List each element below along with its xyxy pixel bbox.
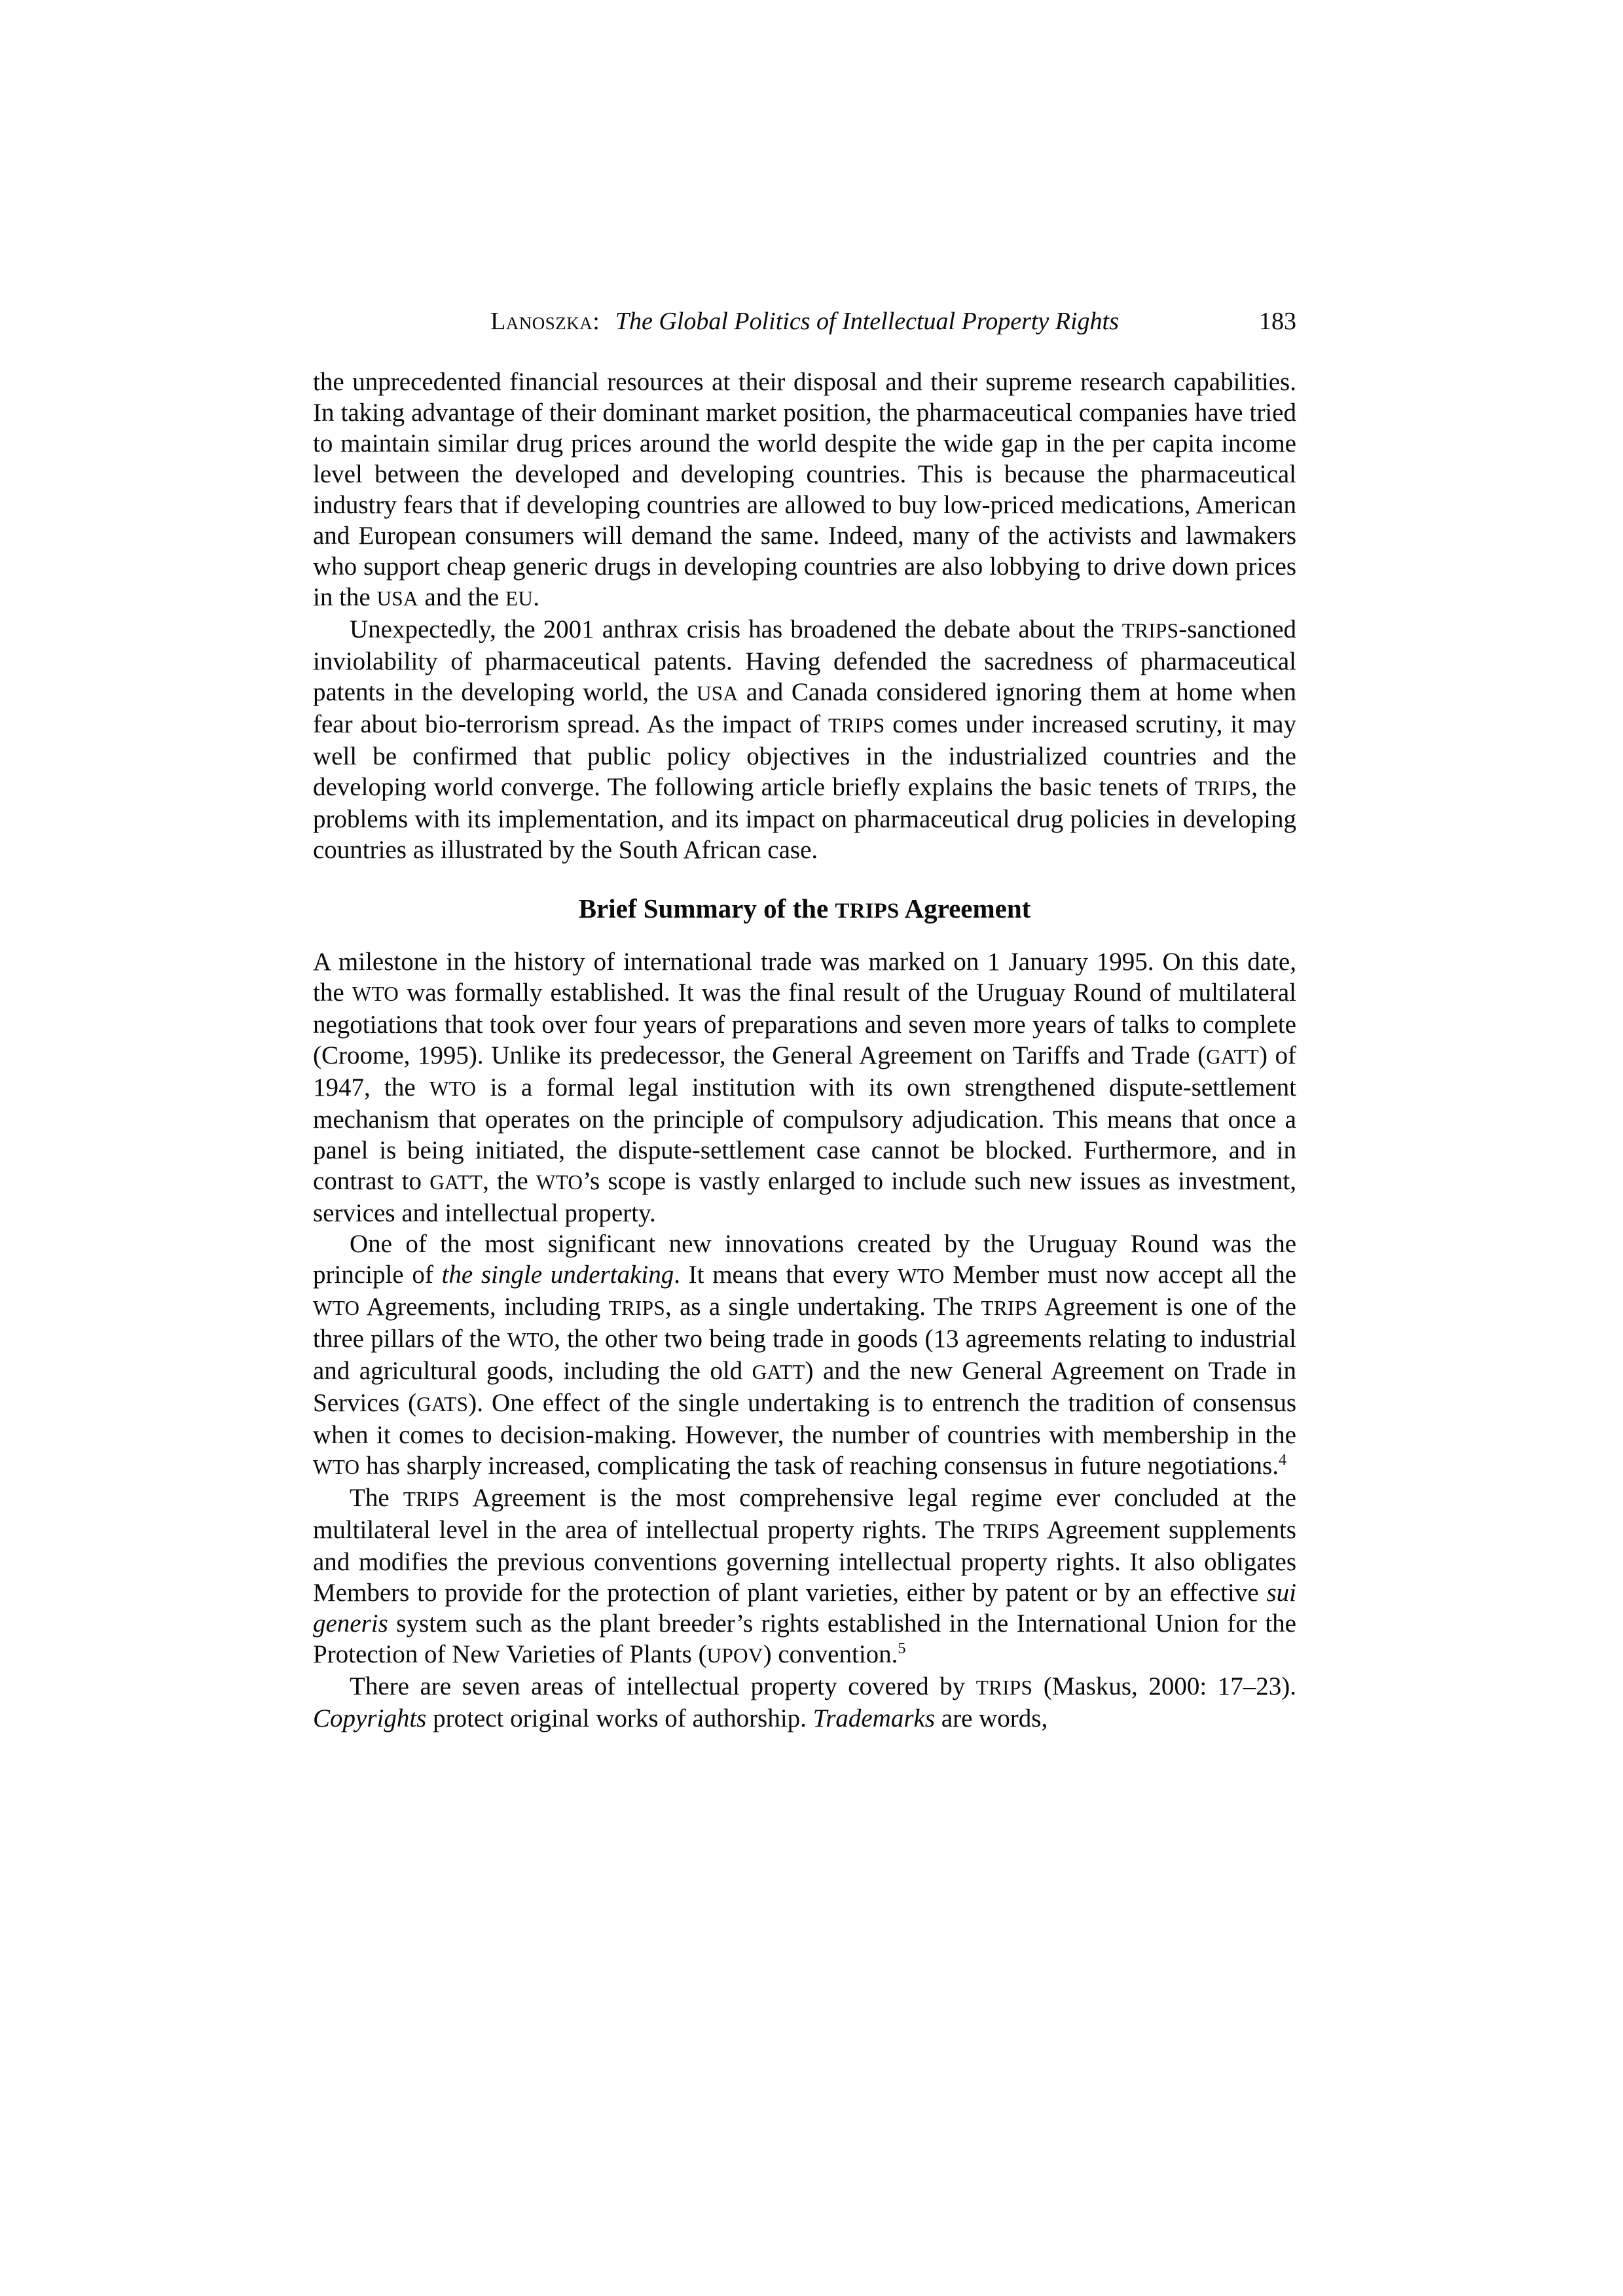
acronym-smallcaps: USA [376, 587, 418, 610]
acronym-smallcaps: TRIPS [835, 899, 900, 923]
text-run: , the other two being trade in goods (13 agreements relating to industrial and agricultural goods, including the old [313, 1325, 1296, 1385]
acronym-smallcaps: GATT [1206, 1045, 1259, 1068]
running-head-author: Lanoszka: [490, 308, 600, 335]
italic-term: Copyrights [313, 1704, 427, 1732]
text-run: . It means that every [674, 1261, 898, 1289]
text-run: , the problems with its implementation, and its impact on pharmaceutical drug policies in developing countries as illustrated by the South African case. [313, 773, 1296, 864]
text-run: ) and the new General Agreement on Trade in Services ( [313, 1357, 1296, 1417]
paragraph [313, 1229, 1296, 1482]
acronym-smallcaps: WTO [536, 1171, 583, 1194]
page-body [313, 367, 1296, 1734]
paragraph [313, 1482, 1296, 1671]
italic-term: Trademarks [812, 1704, 936, 1732]
page-number: 183 [1259, 308, 1296, 335]
text-run: Agreement is one of the three pillars of the [313, 1293, 1296, 1353]
acronym-smallcaps: GATT [752, 1361, 805, 1384]
acronym-smallcaps: UPOV [706, 1644, 763, 1667]
section-heading [313, 893, 1296, 927]
acronym-smallcaps: WTO [429, 1077, 477, 1100]
paragraph [313, 946, 1296, 1229]
text-run: One of the most significant new innovations created by the Uruguay Round was the principle of [313, 1230, 1296, 1289]
acronym-smallcaps: WTO [313, 1297, 360, 1319]
acronym-smallcaps: WTO [313, 1456, 360, 1479]
text-run: Agreements, including [359, 1293, 609, 1321]
italic-term: the single undertaking [441, 1261, 674, 1289]
running-head-title: The Global Politics of Intellectual Property Rights [615, 308, 1119, 335]
text-run: protect original works of authorship. [426, 1704, 813, 1732]
text-run: the unprecedented financial resources at their disposal and their supreme research capabilities. In taking advantage of their dominant market position, the pharmaceutical companies have tried to maintain similar drug prices around the world despite the wide gap in the per capita income level between the developed and developing countries. This is because the pharmaceutical industry fears that if developing countries are allowed to buy low-priced medications, American and European consumers will demand the same. Indeed, many of the activists and lawmakers who support cheap generic drugs in developing countries are also lobbying to drive down prices in the [313, 368, 1296, 611]
text-run: has sharply increased, complicating the task of reaching consensus in future negotiations. [359, 1452, 1279, 1480]
running-head [313, 306, 1296, 336]
text-run: , the [483, 1167, 536, 1195]
text-run: system such as the plant breeder’s rights established in the International Union for the Protection of New Varieties of Plants ( [313, 1609, 1296, 1668]
footnote-ref-5: 5 [898, 1640, 906, 1657]
text-run: ). One effect of the single undertaking is to entrench the tradition of consensus when it comes to decision-making. However, the number of countries with membership in the [313, 1389, 1296, 1449]
text-run: Agreement [899, 893, 1031, 924]
acronym-smallcaps: TRIPS [1122, 619, 1179, 642]
italic-term: sui generis [313, 1579, 1296, 1638]
text-run: The [350, 1484, 403, 1512]
acronym-smallcaps: TRIPS [981, 1297, 1038, 1319]
footnote-ref-4: 4 [1278, 1451, 1287, 1469]
text-run: Agreement is the most comprehensive legal regime ever concluded at the multilateral level in the area of intellectual property rights. The [313, 1484, 1296, 1544]
paragraph [313, 367, 1296, 614]
text-run: ) convention. [763, 1640, 898, 1668]
text-run: Brief Summary of the [578, 893, 835, 924]
acronym-smallcaps: USA [696, 682, 739, 705]
text-run: , as a single undertaking. The [665, 1293, 981, 1321]
acronym-smallcaps: TRIPS [976, 1676, 1033, 1699]
text-run: was formally established. It was the final result of the Uruguay Round of multilateral negotiations that took over four years of preparations and seven more years of talks to complete (Croome, 1995). Unlike its predecessor, the General Agreement on Tariffs and Trade ( [313, 978, 1296, 1069]
text-run: ) of 1947, the [313, 1041, 1296, 1102]
text-run: and Canada considered ignoring them at home when fear about bio-terrorism spread. As the impact of [313, 678, 1297, 738]
paragraph [313, 1671, 1296, 1734]
text-run: is a formal legal institution with its own strengthened dispute-settlement mechanism that operates on the principle of compulsory adjudication. This means that once a panel is being initiated, the dispute-settlement case cannot be blocked. Furthermore, and in contrast to [313, 1073, 1296, 1195]
text-run: Member must now accept all the [944, 1261, 1297, 1289]
acronym-smallcaps: GATS [416, 1393, 469, 1416]
text-run: are words, [935, 1704, 1048, 1732]
running-head-center [313, 306, 1296, 336]
text-run: and the [418, 583, 505, 611]
text-run: (Maskus, 2000: 17–23). [1032, 1672, 1296, 1700]
acronym-smallcaps: EU [505, 587, 534, 610]
acronym-smallcaps: TRIPS [608, 1297, 666, 1319]
text-run: Unexpectedly, the 2001 anthrax crisis has broadened the debate about the [350, 615, 1122, 643]
acronym-smallcaps: GATT [429, 1171, 483, 1194]
acronym-smallcaps: TRIPS [1194, 777, 1252, 800]
text-run: ’s scope is vastly enlarged to include such new issues as investment, services and intellectual property. [313, 1167, 1296, 1227]
text-run: Agreement supplements and modifies the previous conventions governing intellectual property rights. It also obligates Members to provide for the protection of plant varieties, either by patent or by an effective [313, 1516, 1296, 1607]
text-run: comes under increased scrutiny, it may well be confirmed that public policy objectives in the industrialized countries and the developing world converge. The following article briefly explains the basic tenets of [313, 710, 1296, 801]
acronym-smallcaps: WTO [352, 982, 399, 1005]
text-run: -sanctioned inviolability of pharmaceutical patents. Having defended the sacredness of pharmaceutical patents in the developing world, the [313, 615, 1296, 706]
acronym-smallcaps: WTO [507, 1329, 555, 1352]
acronym-smallcaps: TRIPS [828, 714, 885, 737]
text-run: . [533, 583, 539, 611]
acronym-smallcaps: WTO [898, 1265, 945, 1287]
paragraph [313, 614, 1296, 865]
acronym-smallcaps: TRIPS [983, 1520, 1040, 1543]
acronym-smallcaps: TRIPS [403, 1488, 460, 1511]
text-run: There are seven areas of intellectual property covered by [350, 1672, 976, 1700]
text-run: A milestone in the history of international trade was marked on 1 January 1995. On this date, the [313, 948, 1296, 1007]
